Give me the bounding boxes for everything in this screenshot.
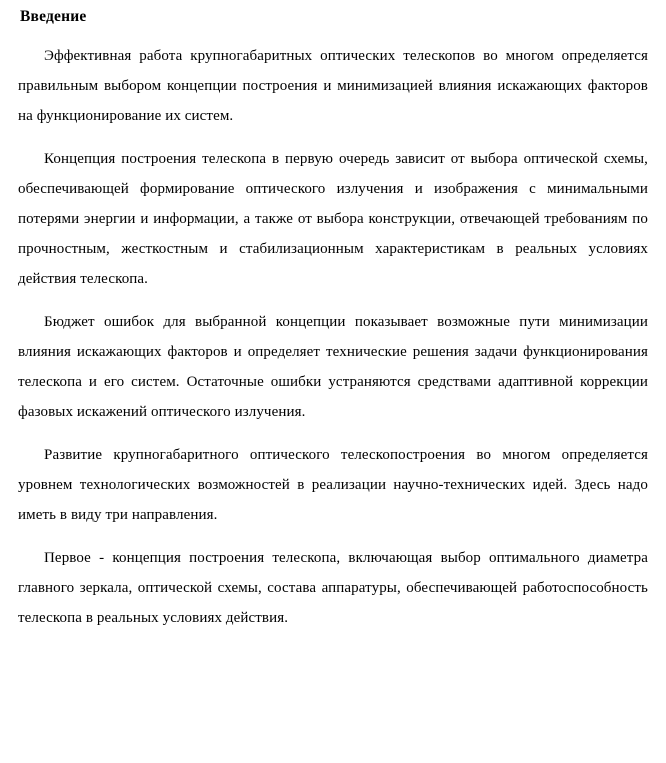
paragraph: Концепция построения телескопа в первую очередь зависит от выбора оптической схемы, обеспечивающей формирование оптического излучения и изображения с минимальными потерями энергии и информации, а также от выбора конструкции, отвечающей требованиям по прочностным, жесткостным и стабилизационным характеристикам в реальных условиях действия телескопа.: [18, 150, 648, 287]
section-heading: Введение: [20, 8, 87, 25]
paragraph: Первое - концепция построения телескопа, включающая выбор оптимального диаметра главного зеркала, оптической схемы, состава аппаратуры, обеспечивающей работоспособность телескопа в реальных условиях действия.: [18, 549, 648, 626]
paragraph: Развитие крупногабаритного оптического телескопостроения во многом определяется уровнем технологических возможностей в реализации научно-технических идей. Здесь надо иметь в виду три направления.: [18, 446, 648, 523]
paragraph: Бюджет ошибок для выбранной концепции показывает возможные пути минимизации влияния искажающих факторов и определяет технические решения задачи функционирования телескопа и его систем. Остаточные ошибки устраняются средствами адаптивной коррекции фазовых искажений оптического излучения.: [18, 313, 648, 420]
paragraph: Эффективная работа крупногабаритных оптических телескопов во многом определяется правильным выбором концепции построения и минимизацией влияния искажающих факторов на функционирование их систем.: [18, 47, 648, 124]
